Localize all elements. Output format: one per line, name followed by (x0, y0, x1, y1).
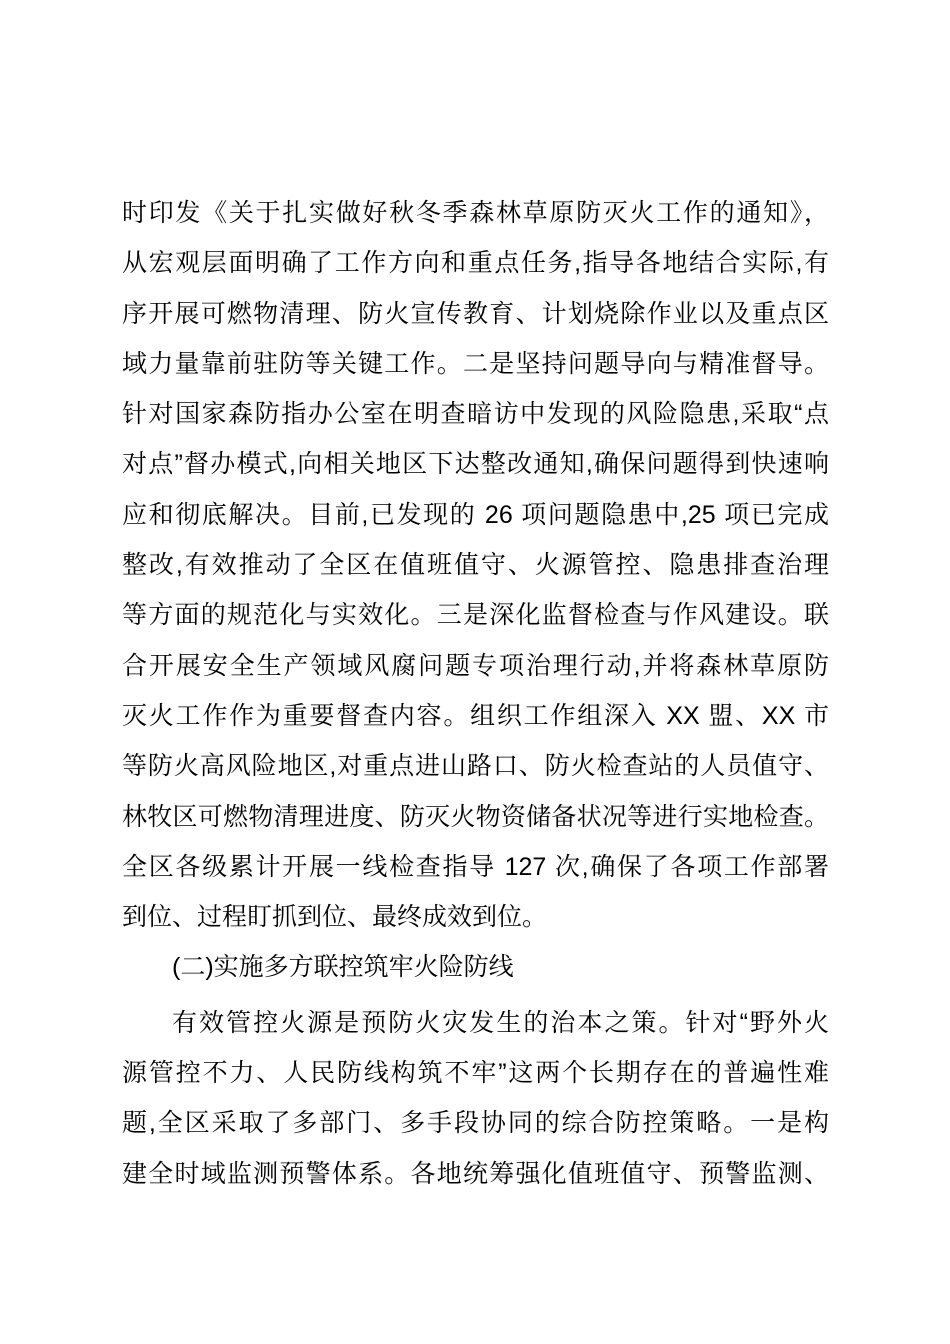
text-line: 建全时域监测预警体系。各地统筹强化值班值守、预警监测、 (122, 1159, 829, 1188)
text-line: 整改,有效推动了全区在值班值守、火源管控、隐患排查治理 (122, 551, 829, 580)
paragraph-continuation (122, 188, 829, 942)
text-line: 应和彻底解决。目前,已发现的 26 项问题隐患中,25 项已完成 (122, 500, 829, 529)
text-line: 序开展可燃物清理、防火宣传教育、计划烧除作业以及重点区 (122, 299, 829, 328)
paragraph-fire-source-control (122, 998, 829, 1199)
text-line: 等防火高风险地区,对重点进山路口、防火检查站的人员值守、 (122, 752, 829, 781)
text-line: 全区各级累计开展一线检查指导 127 次,确保了各项工作部署 (122, 852, 829, 881)
text-line: 题,全区采取了多部门、多手段协同的综合防控策略。一是构 (122, 1109, 829, 1138)
section-heading: (二)实施多方联控筑牢火险防线 (172, 953, 514, 982)
text-line: 从宏观层面明确了工作方向和重点任务,指导各地结合实际,有 (122, 249, 829, 278)
text-line: 到位、过程盯抓到位、最终成效到位。 (122, 903, 548, 932)
text-line: 等方面的规范化与实效化。三是深化监督检查与作风建设。联 (122, 601, 829, 630)
text-line: 灭火工作作为重要督查内容。组织工作组深入 XX 盟、XX 市 (122, 701, 829, 730)
text-line: 针对国家森防指办公室在明查暗访中发现的风险隐患,采取“点 (122, 400, 829, 429)
text-line: 域力量靠前驻防等关键工作。二是坚持问题导向与精准督导。 (122, 349, 829, 378)
document-page (122, 188, 829, 1199)
text-line: 有效管控火源是预防火灾发生的治本之策。针对“野外火 (172, 1008, 829, 1037)
text-line: 合开展安全生产领域风腐问题专项治理行动,并将森林草原防 (122, 651, 829, 680)
text-line: 源管控不力、人民防线构筑不牢”这两个长期存在的普遍性难 (122, 1059, 829, 1088)
text-line: 对点”督办模式,向相关地区下达整改通知,确保问题得到快速响 (122, 450, 829, 479)
text-line: 林牧区可燃物清理进度、防灭火物资储备状况等进行实地检查。 (122, 802, 829, 831)
text-line: 时印发《关于扎实做好秋冬季森林草原防灭火工作的通知》， (122, 199, 829, 227)
